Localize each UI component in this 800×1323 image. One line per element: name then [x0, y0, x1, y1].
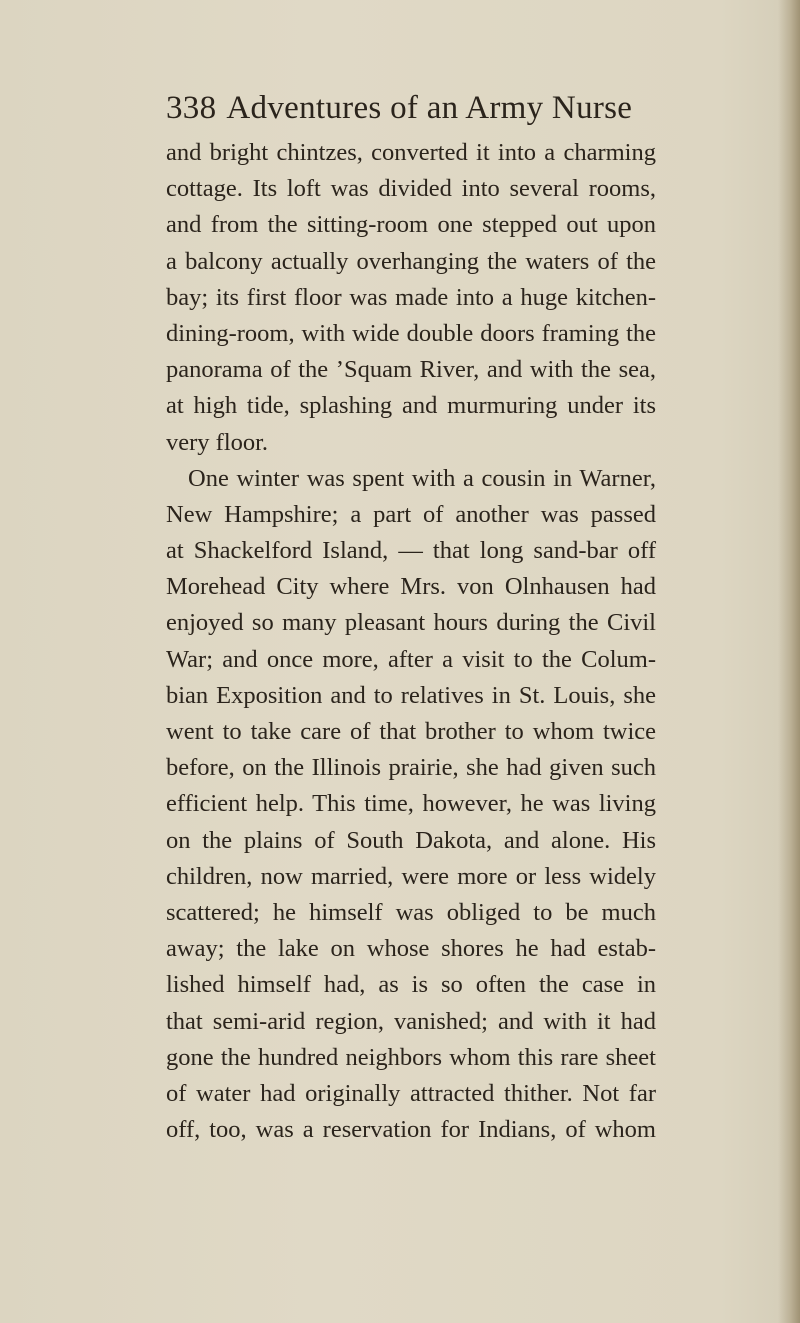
running-header — [166, 88, 632, 128]
body-text — [166, 135, 656, 1148]
page-edge-shadow — [778, 0, 800, 1323]
text-line: of water had originally attracted thither. Not far — [166, 1079, 656, 1107]
text-line: scattered; he himself was obliged to be much — [166, 898, 656, 926]
text-line: lished himself had, as is so often the case in — [166, 971, 656, 999]
text-line: War; and once more, after a visit to the Colum- — [166, 645, 656, 673]
text-line: at high tide, splashing and murmuring under its — [166, 392, 656, 420]
text-line: gone the hundred neighbors whom this rare sheet — [166, 1043, 656, 1071]
text-line: and from the sitting-room one stepped out upon — [166, 211, 656, 239]
text-line: on the plains of South Dakota, and alone. His — [166, 826, 656, 854]
text-line: enjoyed so many pleasant hours during the Civil — [166, 609, 656, 637]
text-line: cottage. Its loft was divided into several rooms, — [166, 175, 656, 203]
text-line: a balcony actually overhanging the waters of the — [166, 247, 656, 275]
text-line: efficient help. This time, however, he was living — [166, 790, 656, 818]
running-title: Adventures of an Army Nurse — [226, 90, 633, 126]
paragraph-first-line: One winter was spent with a cousin in Warner, — [188, 464, 656, 492]
text-line: panorama of the ’Squam River, and with the sea, — [166, 356, 656, 384]
text-line: that semi-arid region, vanished; and with it had — [166, 1007, 656, 1035]
page-number: 338 — [166, 90, 217, 126]
text-line: bian Exposition and to relatives in St. Louis, she — [166, 681, 656, 709]
text-line: at Shackelford Island, — that long sand-bar off — [166, 537, 656, 565]
text-line: before, on the Illinois prairie, she had given such — [166, 754, 656, 782]
text-line: New Hampshire; a part of another was passed — [166, 500, 656, 528]
text-line: dining-room, with wide double doors framing the — [166, 319, 656, 347]
paragraph-last-line: very floor. — [166, 428, 269, 456]
text-line: away; the lake on whose shores he had estab- — [166, 935, 656, 963]
text-line: went to take care of that brother to whom twice — [166, 718, 656, 745]
text-line: off, too, was a reservation for Indians, of whom — [166, 1116, 656, 1144]
text-line: children, now married, were more or less widely — [166, 862, 656, 890]
text-line: Morehead City where Mrs. von Olnhausen had — [166, 573, 656, 601]
text-line: and bright chintzes, converted it into a charming — [166, 139, 656, 166]
text-line: bay; its first floor was made into a huge kitchen- — [166, 283, 656, 311]
